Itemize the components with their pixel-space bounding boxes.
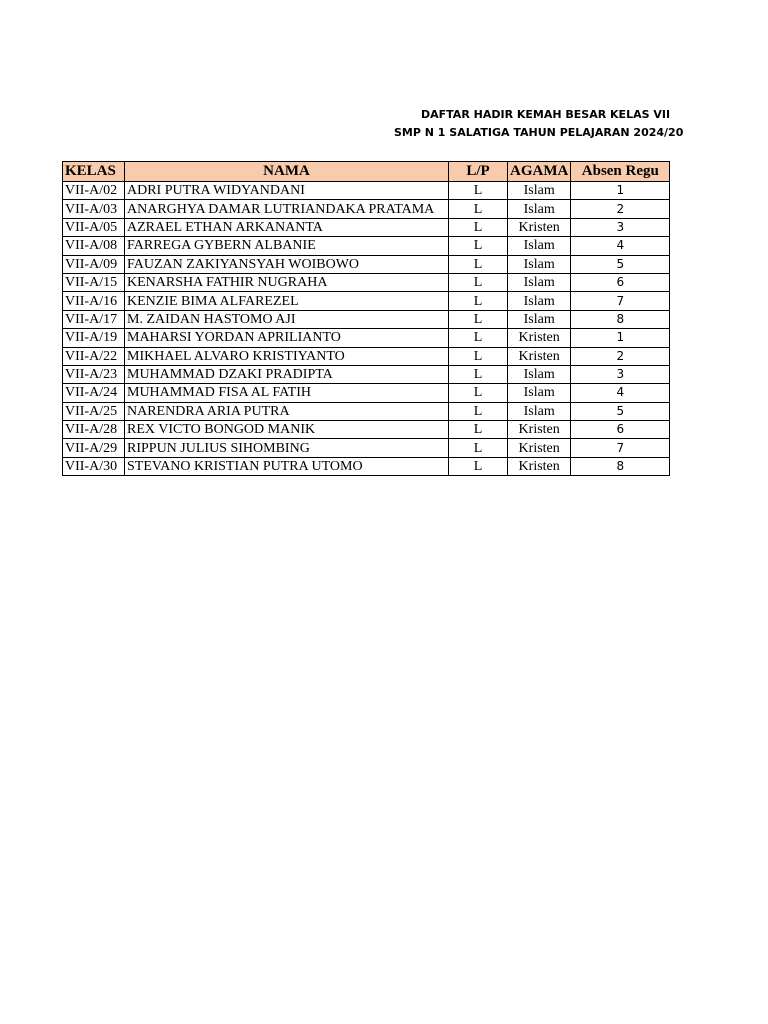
- table-row: [63, 237, 670, 255]
- document-subtitle: SMP N 1 SALATIGA TAHUN PELAJARAN 2024/20: [394, 126, 684, 139]
- cell-lp: L: [449, 421, 508, 439]
- cell-kelas: VII-A/08: [63, 237, 125, 255]
- cell-agama: Islam: [508, 255, 571, 273]
- cell-lp: L: [449, 457, 508, 475]
- table-row: [63, 200, 670, 218]
- cell-kelas: VII-A/24: [63, 384, 125, 402]
- cell-agama: Islam: [508, 182, 571, 200]
- cell-kelas: VII-A/19: [63, 329, 125, 347]
- cell-lp: L: [449, 384, 508, 402]
- cell-kelas: VII-A/28: [63, 421, 125, 439]
- cell-absen-regu: 7: [571, 439, 670, 457]
- cell-agama: Islam: [508, 237, 571, 255]
- cell-agama: Islam: [508, 273, 571, 291]
- column-header-nama: NAMA: [125, 162, 449, 182]
- cell-lp: L: [449, 200, 508, 218]
- cell-absen-regu: 5: [571, 255, 670, 273]
- cell-nama: REX VICTO BONGOD MANIK: [125, 421, 449, 439]
- cell-agama: Kristen: [508, 218, 571, 236]
- table-header-row: [63, 162, 670, 182]
- cell-absen-regu: 7: [571, 292, 670, 310]
- cell-kelas: VII-A/23: [63, 365, 125, 383]
- cell-nama: FARREGA GYBERN ALBANIE: [125, 237, 449, 255]
- cell-nama: MUHAMMAD DZAKI PRADIPTA: [125, 365, 449, 383]
- cell-lp: L: [449, 402, 508, 420]
- table-row: [63, 310, 670, 328]
- cell-kelas: VII-A/03: [63, 200, 125, 218]
- cell-nama: AZRAEL ETHAN ARKANANTA: [125, 218, 449, 236]
- cell-agama: Kristen: [508, 439, 571, 457]
- column-header-kelas: KELAS: [63, 162, 125, 182]
- cell-nama: NARENDRA ARIA PUTRA: [125, 402, 449, 420]
- cell-agama: Kristen: [508, 329, 571, 347]
- cell-absen-regu: 2: [571, 347, 670, 365]
- cell-agama: Islam: [508, 292, 571, 310]
- cell-agama: Islam: [508, 402, 571, 420]
- cell-kelas: VII-A/05: [63, 218, 125, 236]
- table-row: [63, 273, 670, 291]
- cell-nama: M. ZAIDAN HASTOMO AJI: [125, 310, 449, 328]
- cell-nama: KENARSHA FATHIR NUGRAHA: [125, 273, 449, 291]
- document-title: DAFTAR HADIR KEMAH BESAR KELAS VII: [421, 108, 671, 121]
- table-row: [63, 421, 670, 439]
- cell-agama: Kristen: [508, 457, 571, 475]
- cell-absen-regu: 4: [571, 384, 670, 402]
- cell-lp: L: [449, 273, 508, 291]
- cell-kelas: VII-A/17: [63, 310, 125, 328]
- table-row: [63, 218, 670, 236]
- column-header-lp: L/P: [449, 162, 508, 182]
- cell-lp: L: [449, 347, 508, 365]
- cell-nama: KENZIE BIMA ALFAREZEL: [125, 292, 449, 310]
- cell-agama: Islam: [508, 310, 571, 328]
- column-header-absen-regu: Absen Regu: [571, 162, 670, 182]
- cell-nama: MUHAMMAD FISA AL FATIH: [125, 384, 449, 402]
- table-row: [63, 329, 670, 347]
- cell-lp: L: [449, 237, 508, 255]
- table-row: [63, 292, 670, 310]
- cell-nama: RIPPUN JULIUS SIHOMBING: [125, 439, 449, 457]
- table-row: [63, 365, 670, 383]
- cell-nama: FAUZAN ZAKIYANSYAH WOIBOWO: [125, 255, 449, 273]
- cell-kelas: VII-A/16: [63, 292, 125, 310]
- cell-lp: L: [449, 292, 508, 310]
- cell-agama: Kristen: [508, 421, 571, 439]
- cell-nama: STEVANO KRISTIAN PUTRA UTOMO: [125, 457, 449, 475]
- table-row: [63, 439, 670, 457]
- cell-lp: L: [449, 255, 508, 273]
- cell-absen-regu: 1: [571, 182, 670, 200]
- cell-lp: L: [449, 218, 508, 236]
- table-row: [63, 255, 670, 273]
- table-row: [63, 384, 670, 402]
- cell-nama: MIKHAEL ALVARO KRISTIYANTO: [125, 347, 449, 365]
- cell-agama: Kristen: [508, 347, 571, 365]
- table-row: [63, 347, 670, 365]
- cell-kelas: VII-A/22: [63, 347, 125, 365]
- cell-absen-regu: 1: [571, 329, 670, 347]
- cell-absen-regu: 3: [571, 218, 670, 236]
- cell-absen-regu: 3: [571, 365, 670, 383]
- cell-kelas: VII-A/25: [63, 402, 125, 420]
- cell-agama: Islam: [508, 200, 571, 218]
- cell-agama: Islam: [508, 365, 571, 383]
- cell-lp: L: [449, 310, 508, 328]
- table-row: [63, 457, 670, 475]
- cell-lp: L: [449, 182, 508, 200]
- attendance-table: [62, 161, 670, 476]
- cell-lp: L: [449, 365, 508, 383]
- cell-lp: L: [449, 439, 508, 457]
- cell-absen-regu: 8: [571, 457, 670, 475]
- table-body: [63, 182, 670, 476]
- cell-kelas: VII-A/15: [63, 273, 125, 291]
- cell-absen-regu: 8: [571, 310, 670, 328]
- cell-kelas: VII-A/30: [63, 457, 125, 475]
- cell-absen-regu: 6: [571, 421, 670, 439]
- cell-nama: ANARGHYA DAMAR LUTRIANDAKA PRATAMA: [125, 200, 449, 218]
- cell-kelas: VII-A/29: [63, 439, 125, 457]
- cell-nama: ADRI PUTRA WIDYANDANI: [125, 182, 449, 200]
- cell-agama: Islam: [508, 384, 571, 402]
- cell-absen-regu: 4: [571, 237, 670, 255]
- cell-absen-regu: 6: [571, 273, 670, 291]
- cell-kelas: VII-A/02: [63, 182, 125, 200]
- table-row: [63, 402, 670, 420]
- table-row: [63, 182, 670, 200]
- cell-kelas: VII-A/09: [63, 255, 125, 273]
- cell-absen-regu: 5: [571, 402, 670, 420]
- cell-nama: MAHARSI YORDAN APRILIANTO: [125, 329, 449, 347]
- cell-absen-regu: 2: [571, 200, 670, 218]
- cell-lp: L: [449, 329, 508, 347]
- column-header-agama: AGAMA: [508, 162, 571, 182]
